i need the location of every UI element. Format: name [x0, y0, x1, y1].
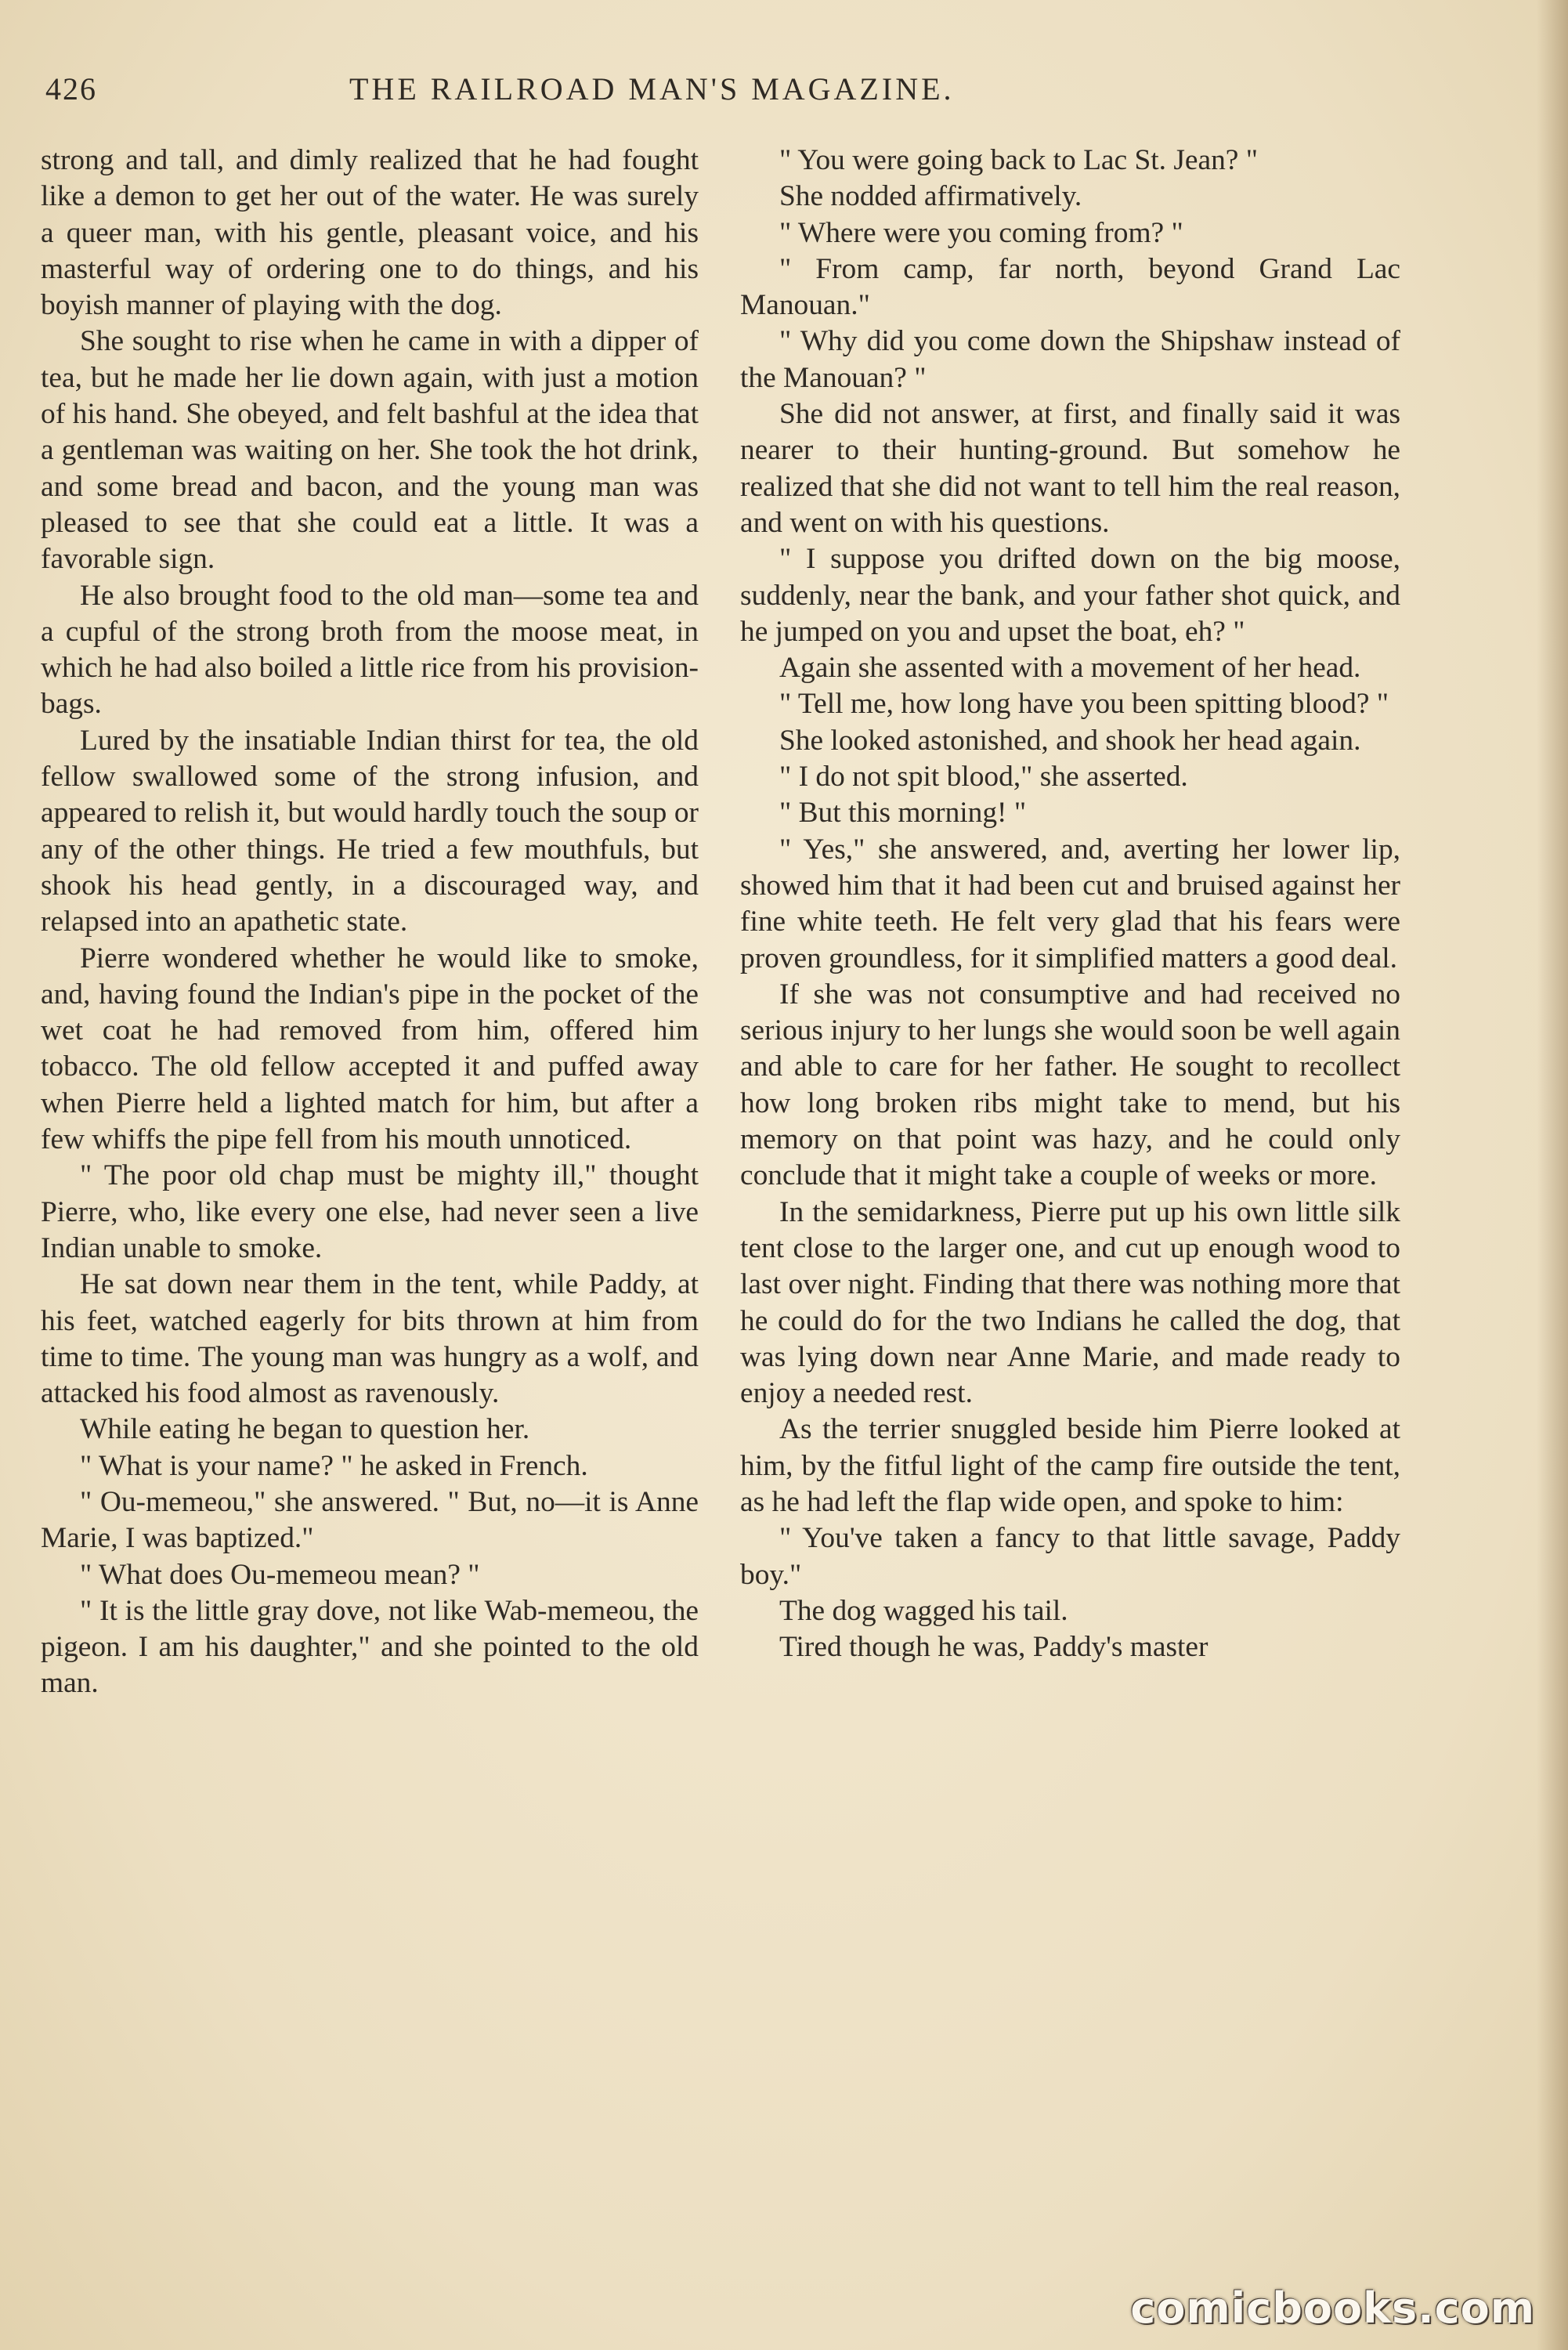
paragraph: While eating he began to question her. [80, 1413, 530, 1446]
site-watermark: comicbooks.com [1130, 2283, 1535, 2333]
paragraph: " But this morning! " [779, 797, 1027, 830]
paragraph: " Where were you coming from? " [779, 216, 1183, 249]
paragraph: She nodded affirmatively. [779, 180, 1082, 213]
paragraph: Lured by the insatiable Indian thirst for tea, the old fellow swallowed some of the strong infusion, and appeared to relish it, but would hardly touch the soup or any of the other things. He tried a few mouthfuls, but shook his head gently, in a discouraged way, and relapsed into an apathetic state. [41, 724, 699, 938]
paragraph: " From camp, far north, beyond Grand Lac Manouan." [740, 252, 1400, 322]
page-header [45, 70, 1400, 118]
paragraph: Tired though he was, Paddy's master [779, 1631, 1209, 1664]
paragraph: " What does Ou-memeou mean? " [80, 1558, 480, 1591]
paragraph: " What is your name? " he asked in French. [80, 1449, 588, 1482]
paragraph: " Why did you come down the Shipshaw instead of the Manouan? " [740, 325, 1400, 394]
left-text-column [41, 143, 699, 1702]
paragraph: " I suppose you drifted down on the big moose, suddenly, near the bank, and your father shot quick, and he jumped on you and upset the boat, eh? " [740, 543, 1400, 648]
paragraph: " Ou-memeou," she answered. " But, no—it is Anne Marie, I was baptized." [41, 1485, 699, 1555]
page-number: 426 [45, 71, 97, 107]
paragraph: " You were going back to Lac St. Jean? " [779, 144, 1258, 176]
paragraph: As the terrier snuggled beside him Pierre looked at him, by the fitful light of the camp fire outside the tent, as he had left the flap wide open, and spoke to him: [740, 1413, 1400, 1518]
paragraph: She looked astonished, and shook her head again. [779, 724, 1361, 757]
paragraph: " The poor old chap must be mighty ill," thought Pierre, who, like every one else, had never seen a live Indian unable to smoke. [41, 1159, 699, 1264]
paragraph: If she was not consumptive and had received no serious injury to her lungs she would soon be well again and able to care for her father. He sought to recollect how long broken ribs might take to mend, but his memory on that point was hazy, and he could only conclude that it might take a couple of weeks or more. [740, 978, 1400, 1192]
paragraph: " It is the little gray dove, not like Wab-memeou, the pigeon. I am his daughter," and she pointed to the old man. [41, 1594, 699, 1700]
paragraph: " Tell me, how long have you been spitting blood? " [779, 688, 1389, 721]
running-title: THE RAILROAD MAN'S MAGAZINE. [349, 71, 955, 107]
paragraph: " Yes," she answered, and, averting her lower lip, showed him that it had been cut and bruised against her fine white teeth. He felt very glad that his fears were proven groundless, for it simplified matters a good deal. [740, 833, 1400, 974]
paragraph: strong and tall, and dimly realized that he had fought like a demon to get her out of the water. He was surely a queer man, with his gentle, pleasant voice, and his masterful way of ordering one to do things, and his boyish manner of playing with the dog. [41, 144, 699, 322]
paragraph: Pierre wondered whether he would like to smoke, and, having found the Indian's pipe in the pocket of the wet coat he had removed from him, offered him tobacco. The old fellow accepted it and puffed away when Pierre held a lighted match for him, but after a few whiffs the pipe fell from his mouth unnoticed. [41, 942, 699, 1156]
paragraph: Again she assented with a movement of her head. [779, 652, 1361, 685]
paragraph: " I do not spit blood," she asserted. [779, 761, 1188, 794]
page-edge-shadow [1537, 0, 1568, 2350]
paragraph: In the semidarkness, Pierre put up his own little silk tent close to the larger one, and cut up enough wood to last over night. Finding that there was nothing more that he could do for the two Indians he called the dog, that was lying down near Anne Marie, and made ready to enjoy a needed rest. [740, 1195, 1400, 1410]
paragraph: " You've taken a fancy to that little savage, Paddy boy." [740, 1522, 1400, 1591]
paragraph: She sought to rise when he came in with a dipper of tea, but he made her lie down again, with just a motion of his hand. She obeyed, and felt bashful at the idea that a gentleman was waiting on her. She took the hot drink, and some bread and bacon, and the young man was pleased to see that she could eat a little. It was a favorable sign. [41, 325, 699, 576]
right-text-column [740, 143, 1400, 1665]
paragraph: The dog wagged his tail. [779, 1594, 1068, 1627]
paragraph: She did not answer, at first, and finally said it was nearer to their hunting-ground. But somehow he realized that she did not want to tell him the real reason, and went on with his questions. [740, 398, 1400, 539]
paragraph: He also brought food to the old man—some tea and a cupful of the strong broth from the moose meat, in which he had also boiled a little rice from his provision-bags. [41, 579, 699, 721]
paragraph: He sat down near them in the tent, while Paddy, at his feet, watched eagerly for bits thrown at him from time to time. The young man was hungry as a wolf, and attacked his food almost as ravenously. [41, 1268, 699, 1410]
